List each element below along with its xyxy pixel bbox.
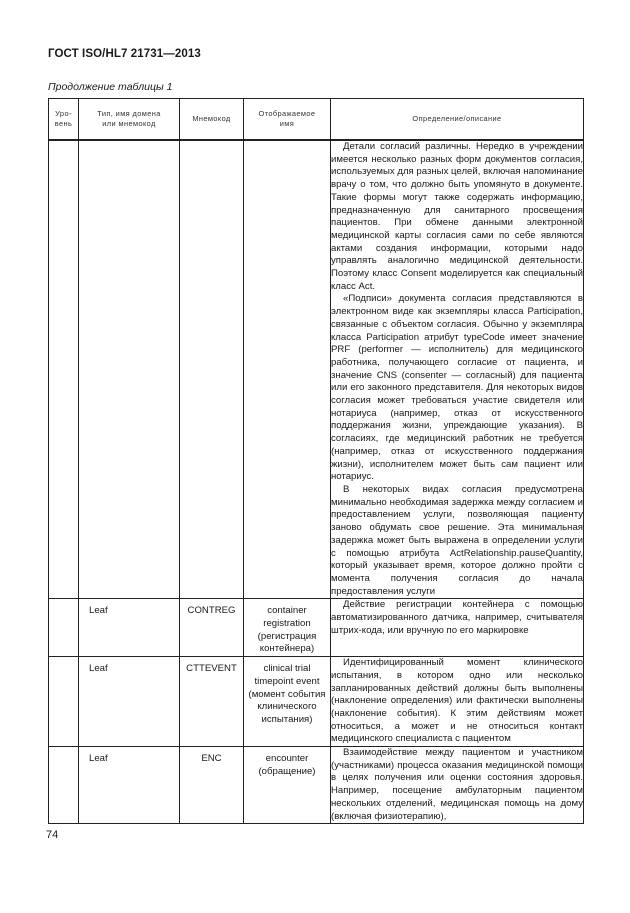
table-row: [49, 747, 584, 824]
definition-paragraph: В некоторых видах согласия предусмотрена минимально необходимая задержка между согласием и предоставлением услуги, позволяющая пациенту заново обдумать свое решение. Эта минимальная задержка может быть выражена в определении услуги с помощью атрибута ActRelationship.pauseQuantity, который указывает время, которое должно пройти с момента получения согласия до начала предоставления услуги: [331, 483, 583, 597]
table-body: [49, 140, 584, 824]
level-cell-text: [49, 747, 78, 753]
mnemonic-cell-text: CONTREG: [187, 605, 236, 617]
header-mnemonic: Мнемокод: [180, 99, 244, 141]
header-type: Тип, имя домена или мнемокод: [79, 99, 180, 141]
level-cell: [49, 747, 79, 824]
mnemonic-cell: [180, 747, 244, 824]
table-row: [49, 140, 584, 599]
display-name-cell-text: encounter (обращение): [258, 753, 316, 777]
type-cell: [79, 747, 180, 824]
table-header-row: [49, 99, 584, 141]
type-cell-text: Leaf: [89, 753, 108, 765]
definition-cell: [331, 657, 584, 747]
mnemonic-cell: [180, 657, 244, 747]
definition-paragraph: Детали согласий различны. Нередко в учреждении имеется несколько разных форм документов согласия, используемых для разных целей, включая напоминание врачу о том, что должно быть упомянуто в документе. Такие формы могут также содержать информацию, предназначенную для санитарного просвещения пациентов. При обмене данными электронной медицинской карты согласия сами по себе являются актами создания информации, которыми надо управлять аналогично медицинской деятельности. Поэтому класс Consent моделируется как специальный класс Act.: [331, 141, 583, 292]
display-name-cell: [244, 747, 331, 824]
level-cell-text: [49, 141, 78, 147]
mnemonic-cell-text: CTTEVENT: [186, 663, 237, 675]
level-cell-text: [49, 657, 78, 663]
display-name-cell: [244, 599, 331, 657]
mnemonic-cell-text: ENC: [201, 753, 222, 765]
level-cell: [49, 140, 79, 599]
type-cell: [79, 599, 180, 657]
document-title: ГОСТ ISO/HL7 21731—2013: [48, 48, 201, 60]
display-name-cell: [244, 140, 331, 599]
definition-cell: [331, 140, 584, 599]
display-name-cell-text: container registration (регистрация контейнера): [257, 605, 317, 655]
header-display-name: Отображаемое имя: [244, 99, 331, 141]
type-cell: [79, 657, 180, 747]
header-definition: Определение/описание: [331, 99, 584, 141]
table-continuation-caption: Продолжение таблицы 1: [48, 81, 173, 93]
display-name-cell: [244, 657, 331, 747]
level-cell: [49, 599, 79, 657]
header-level: Уро- вень: [49, 99, 79, 141]
definition-cell: [331, 747, 584, 824]
mnemonic-cell: [180, 140, 244, 599]
page-number: 74: [46, 829, 59, 841]
display-name-cell-text: [244, 141, 330, 147]
definition-paragraph: Взаимодействие между пациентом и участником (участниками) процесса оказания медицинской помощи в целях получения или оценки состояния здоровья. Например, посещение амбулаторным пациентом нескольких отделений, медицинская помощь на дому (включая физиотерапию),: [331, 747, 583, 822]
level-cell-text: [49, 599, 78, 605]
definition-paragraph: «Подписи» документа согласия представляются в электронном виде как экземпляры класса Participation, связанные с объектом согласия. Обычно у экземпляра класса Participation атрибут typeCode имеет значение PRF (performer — исполнитель) для медицинского работника, получающего согласие от пациента, и значение CNS (consenter — согласный) для пациента или его законного представителя. Для некоторых видов согласия может требоваться участие свидетеля или нотариуса (например, отказ от искусственного поддержания жизни, упреждающие указания). В согласиях, где медицинский работник не требуется (например, отказ от искусственного поддержания жизни), исполнителем может быть сам пациент или нотариус.: [331, 293, 583, 483]
level-cell: [49, 657, 79, 747]
definitions-table: [48, 98, 584, 824]
table-row: [49, 657, 584, 747]
table-row: [49, 599, 584, 657]
display-name-cell-text: clinical trial timepoint event (момент события клинического испытания): [248, 663, 326, 725]
definition-paragraph: Действие регистрации контейнера с помощью автоматизированного датчика, например, считывателя штрих-кода, или вручную по его маркировке: [331, 599, 583, 636]
mnemonic-cell: [180, 599, 244, 657]
mnemonic-cell-text: [180, 141, 243, 147]
type-cell: [79, 140, 180, 599]
definition-cell: [331, 599, 584, 657]
type-cell-text: [79, 141, 179, 147]
type-cell-text: Leaf: [89, 663, 108, 675]
definition-paragraph: Идентифицированный момент клинического испытания, в котором одно или несколько запланированных действий должны быть выполнены (наклонение определения) или фактически выполнены (наклонение события). К этим действиям может относиться, а может и не относиться контакт медицинского специалиста с пациентом: [331, 657, 583, 745]
type-cell-text: Leaf: [89, 605, 108, 617]
